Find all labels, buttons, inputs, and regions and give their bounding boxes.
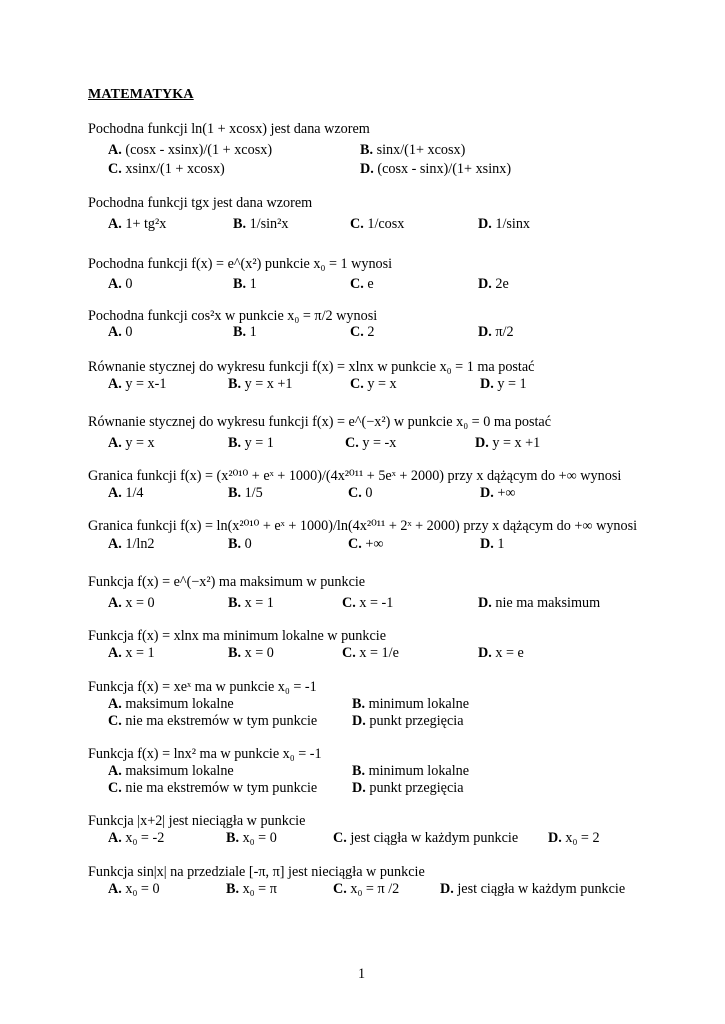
answer-option: [350, 215, 404, 233]
answer-text: x₀ = 0: [242, 830, 277, 846]
answer-label: C.: [348, 536, 362, 552]
answer-label: A.: [108, 881, 122, 897]
question-stem: Granica funkcji f(x) = ln(x²⁰¹⁰ + eˣ + 1000)/ln(4x²⁰¹¹ + 2ˣ + 2000) przy x dążącym do +∞ wynosi: [88, 518, 638, 534]
answer-text: +∞: [365, 536, 384, 552]
answer-option: [228, 594, 274, 612]
answer-label: B.: [360, 142, 374, 158]
answer-text: xsinx/(1 + xcosx): [125, 161, 225, 177]
answer-text: y = 1: [244, 435, 274, 451]
answer-option: [228, 644, 274, 662]
answer-text: maksimum lokalne: [125, 696, 234, 712]
answer-label: B.: [233, 216, 247, 232]
answer-label: D.: [440, 881, 454, 897]
question-stem: Funkcja f(x) = xeˣ ma w punkcie x₀ = -1: [88, 679, 317, 695]
answer-label: A.: [108, 645, 122, 661]
answer-label: B.: [352, 763, 366, 779]
answer-text: x₀ = -2: [125, 830, 165, 846]
answer-option: [360, 160, 511, 178]
answer-text: y = x +1: [244, 376, 293, 392]
answer-label: B.: [226, 830, 240, 846]
answer-text: nie ma maksimum: [495, 595, 601, 611]
answer-label: A.: [108, 435, 122, 451]
answer-text: maksimum lokalne: [125, 763, 234, 779]
question-stem: Pochodna funkcji ln(1 + xcosx) jest dana wzorem: [88, 121, 370, 137]
answer-text: nie ma ekstremów w tym punkcie: [125, 713, 318, 729]
answer-option: [480, 535, 504, 553]
answer-text: nie ma ekstremów w tym punkcie: [125, 780, 318, 796]
answer-option: [350, 375, 397, 393]
answer-text: 1/cosx: [367, 216, 405, 232]
answer-text: minimum lokalne: [368, 763, 470, 779]
answer-option: [228, 434, 274, 452]
answer-text: 0: [125, 276, 133, 292]
answer-text: x₀ = π: [242, 881, 277, 897]
answer-option: [480, 375, 527, 393]
answer-option: [548, 829, 600, 847]
answer-text: 1: [249, 276, 257, 292]
answer-option: [228, 375, 293, 393]
answer-option: [108, 880, 160, 898]
answer-text: y = -x: [362, 435, 397, 451]
answer-text: 1/ln2: [125, 536, 155, 552]
answer-label: A.: [108, 763, 122, 779]
answer-option: [478, 594, 600, 612]
answer-label: A.: [108, 485, 122, 501]
answer-option: [108, 323, 132, 341]
answer-label: B.: [228, 376, 242, 392]
answer-label: D.: [360, 161, 374, 177]
answer-text: +∞: [497, 485, 516, 501]
answer-option: [478, 644, 524, 662]
answer-option: [342, 644, 399, 662]
answer-label: B.: [226, 881, 240, 897]
answer-option: [228, 535, 252, 553]
answer-option: [350, 275, 374, 293]
answer-text: x = -1: [359, 595, 394, 611]
answer-label: A.: [108, 595, 122, 611]
answer-option: [226, 880, 277, 898]
answer-label: B.: [228, 645, 242, 661]
answer-text: e: [367, 276, 374, 292]
answer-text: minimum lokalne: [368, 696, 470, 712]
answer-text: 1/5: [244, 485, 263, 501]
answer-label: D.: [352, 780, 366, 796]
answer-label: B.: [228, 485, 242, 501]
answer-label: C.: [342, 595, 356, 611]
answer-option: [108, 484, 143, 502]
answer-label: A.: [108, 696, 122, 712]
answer-label: C.: [108, 161, 122, 177]
answer-option: [348, 535, 383, 553]
answer-label: D.: [478, 595, 492, 611]
question-stem: Funkcja |x+2| jest nieciągła w punkcie: [88, 813, 306, 829]
answer-option: [108, 762, 234, 780]
answer-label: C.: [348, 485, 362, 501]
answer-option: [108, 695, 234, 713]
answer-text: x₀ = 2: [565, 830, 600, 846]
answer-text: 2: [367, 324, 375, 340]
answer-text: 2e: [495, 276, 509, 292]
answer-text: 1/sinx: [495, 216, 531, 232]
question-stem: Pochodna funkcji cos²x w punkcie x₀ = π/2 wynosi: [88, 308, 378, 324]
answer-option: [478, 215, 530, 233]
question-stem: Granica funkcji f(x) = (x²⁰¹⁰ + eˣ + 1000)/(4x²⁰¹¹ + 5eˣ + 2000) przy x dążącym do +∞ wynosi: [88, 468, 622, 484]
answer-label: C.: [350, 324, 364, 340]
answer-label: D.: [478, 645, 492, 661]
answer-text: punkt przegięcia: [369, 713, 464, 729]
answer-option: [352, 695, 469, 713]
answer-option: [350, 323, 374, 341]
answer-text: x₀ = 0: [125, 881, 160, 897]
answer-text: x = 0: [125, 595, 155, 611]
question-stem: Równanie stycznej do wykresu funkcji f(x) = e^(−x²) w punkcie x₀ = 0 ma postać: [88, 414, 551, 430]
answer-option: [108, 829, 164, 847]
answer-label: A.: [108, 276, 122, 292]
answer-option: [108, 712, 317, 730]
answer-text: 1/4: [125, 485, 144, 501]
answer-option: [108, 215, 166, 233]
answer-label: A.: [108, 536, 122, 552]
answer-label: A.: [108, 830, 122, 846]
answer-text: 1: [497, 536, 505, 552]
answer-label: A.: [108, 324, 122, 340]
answer-text: 1: [249, 324, 257, 340]
question-stem: Funkcja f(x) = xlnx ma minimum lokalne w punkcie: [88, 628, 386, 644]
answer-option: [233, 323, 257, 341]
answer-text: 1+ tg²x: [125, 216, 167, 232]
answer-text: x = 0: [244, 645, 274, 661]
answer-text: x₀ = π /2: [350, 881, 400, 897]
answer-text: x = e: [495, 645, 524, 661]
answer-label: A.: [108, 216, 122, 232]
answer-option: [228, 484, 263, 502]
answer-text: 0: [244, 536, 252, 552]
answer-label: C.: [350, 216, 364, 232]
answer-text: y = x: [125, 435, 155, 451]
answer-option: [480, 484, 515, 502]
answer-option: [108, 434, 155, 452]
answer-option: [352, 779, 464, 797]
answer-label: A.: [108, 376, 122, 392]
question-stem: Funkcja f(x) = e^(−x²) ma maksimum w punkcie: [88, 574, 366, 590]
answer-option: [108, 594, 155, 612]
answer-text: y = x: [367, 376, 397, 392]
answer-label: C.: [333, 881, 347, 897]
answer-label: C.: [350, 276, 364, 292]
answer-option: [478, 323, 514, 341]
answer-text: π/2: [495, 324, 514, 340]
answer-option: [108, 644, 155, 662]
answer-text: y = x-1: [125, 376, 167, 392]
answer-option: [345, 434, 396, 452]
answer-text: 0: [365, 485, 373, 501]
answer-option: [233, 275, 257, 293]
answer-option: [342, 594, 393, 612]
page-number: 1: [358, 966, 366, 982]
answer-option: [108, 141, 272, 159]
answer-option: [440, 880, 625, 898]
answer-label: C.: [333, 830, 347, 846]
answer-label: B.: [352, 696, 366, 712]
question-stem: Pochodna funkcji f(x) = e^(x²) punkcie x₀ = 1 wynosi: [88, 256, 393, 272]
answer-option: [352, 712, 464, 730]
answer-label: B.: [228, 536, 242, 552]
answer-option: [108, 160, 225, 178]
answer-option: [475, 434, 540, 452]
answer-option: [352, 762, 469, 780]
answer-label: B.: [228, 435, 242, 451]
answer-option: [333, 829, 518, 847]
question-stem: Równanie stycznej do wykresu funkcji f(x) = xlnx w punkcie x₀ = 1 ma postać: [88, 359, 535, 375]
answer-text: x = 1: [125, 645, 155, 661]
answer-text: 1/sin²x: [249, 216, 289, 232]
answer-label: D.: [548, 830, 562, 846]
answer-option: [108, 275, 132, 293]
answer-text: x = 1: [244, 595, 274, 611]
answer-text: jest ciągła w każdym punkcie: [350, 830, 519, 846]
answer-label: C.: [108, 713, 122, 729]
answer-label: D.: [480, 485, 494, 501]
question-stem: Pochodna funkcji tgx jest dana wzorem: [88, 195, 313, 211]
page-title: MATEMATYKA: [88, 87, 194, 102]
answer-text: jest ciągła w każdym punkcie: [457, 881, 626, 897]
question-stem: Funkcja f(x) = lnx² ma w punkcie x₀ = -1: [88, 746, 322, 762]
answer-text: y = x +1: [492, 435, 541, 451]
answer-text: sinx/(1+ xcosx): [376, 142, 466, 158]
answer-label: D.: [478, 216, 492, 232]
answer-option: [108, 535, 155, 553]
answer-option: [478, 275, 509, 293]
answer-option: [348, 484, 372, 502]
answer-label: B.: [233, 276, 247, 292]
answer-text: 0: [125, 324, 133, 340]
answer-label: C.: [342, 645, 356, 661]
answer-label: D.: [352, 713, 366, 729]
answer-text: y = 1: [497, 376, 527, 392]
answer-option: [108, 375, 166, 393]
answer-label: D.: [475, 435, 489, 451]
answer-option: [233, 215, 289, 233]
answer-label: D.: [480, 376, 494, 392]
answer-label: D.: [478, 276, 492, 292]
answer-text: (cosx - xsinx)/(1 + xcosx): [125, 142, 273, 158]
answer-option: [108, 779, 317, 797]
answer-label: B.: [228, 595, 242, 611]
answer-label: A.: [108, 142, 122, 158]
answer-text: x = 1/e: [359, 645, 399, 661]
answer-label: C.: [108, 780, 122, 796]
answer-label: C.: [350, 376, 364, 392]
answer-text: (cosx - sinx)/(1+ xsinx): [377, 161, 512, 177]
question-stem: Funkcja sin|x| na przedziale [-π, π] jest nieciągła w punkcie: [88, 864, 425, 880]
answer-option: [226, 829, 277, 847]
answer-label: D.: [480, 536, 494, 552]
answer-label: C.: [345, 435, 359, 451]
answer-option: [333, 880, 399, 898]
answer-label: B.: [233, 324, 247, 340]
answer-text: punkt przegięcia: [369, 780, 464, 796]
answer-label: D.: [478, 324, 492, 340]
answer-option: [360, 141, 465, 159]
